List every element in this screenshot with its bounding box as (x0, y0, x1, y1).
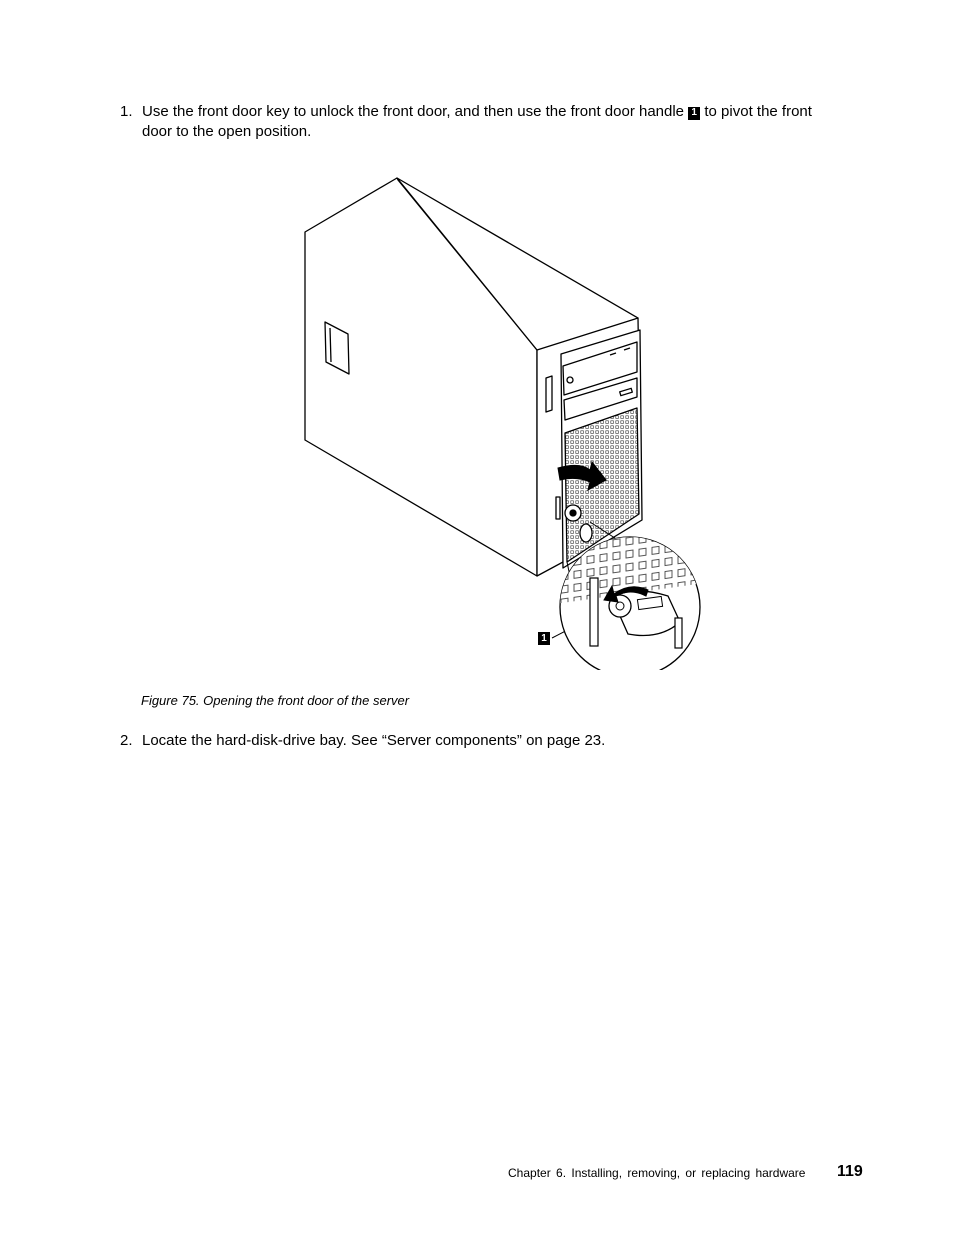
step-1-number: 1. (120, 103, 133, 120)
step-1-text-before: Use the front door key to unlock the front door, and then use the front door handle (142, 103, 685, 120)
server-chassis (305, 178, 642, 576)
server-front-door-illustration (300, 175, 705, 670)
side-panel (305, 178, 537, 576)
figure-caption: Figure 75. Opening the front door of the server (141, 693, 410, 708)
step-2-text: Locate the hard-disk-drive bay. See “Server components” on page 23. (142, 732, 606, 749)
step-1-text (142, 102, 842, 142)
step-2-number: 2. (120, 732, 133, 749)
figure-callout-1: 1 (538, 632, 550, 645)
step-1-text-after: to pivot the front door to the open position. (142, 103, 812, 140)
step-1-callout: 1 (688, 107, 700, 120)
footer-chapter: Chapter 6. Installing, removing, or replacing hardware (508, 1166, 806, 1180)
page-number: 119 (837, 1163, 863, 1180)
